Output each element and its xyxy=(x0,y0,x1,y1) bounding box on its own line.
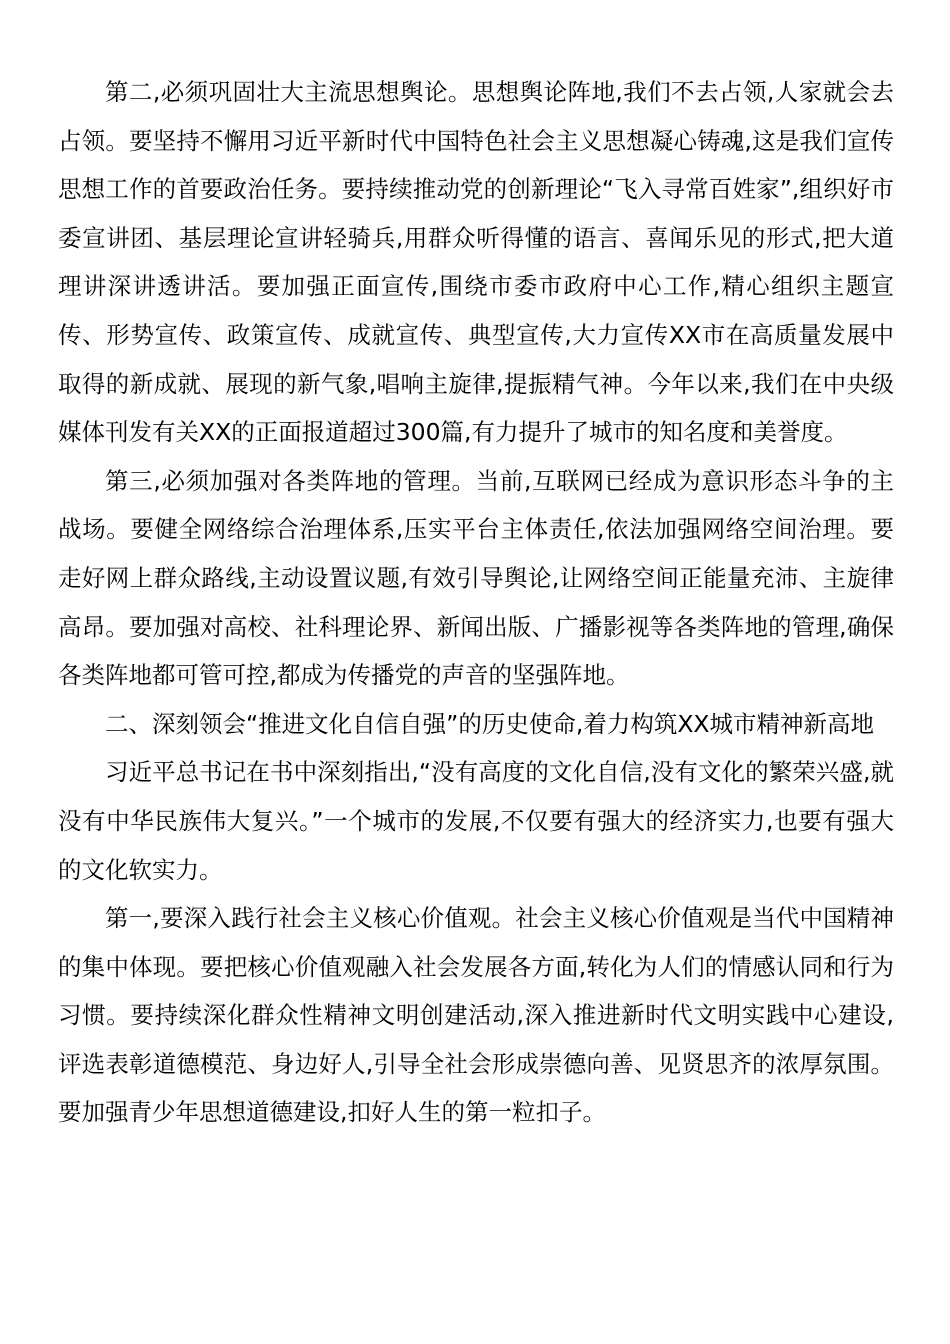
paragraph-first-point: 第一,要深入践行社会主义核心价值观。社会主义核心价值观是当代中国精神的集中体现。要把核心价值观融入社会发展各方面,转化为人们的情感认同和行为习惯。要持续深化群众性精神文明创建活动,深入推进新时代文明实践中心建设,评选表彰道德模范、身边好人,引导全社会形成崇德向善、见贤思齐的浓厚氛围。要加强青少年思想道德建设,扣好人生的第一粒扣子。 xyxy=(58,904,894,1127)
paragraph-third-point: 第三,必须加强对各类阵地的管理。当前,互联网已经成为意识形态斗争的主战场。要健全网络综合治理体系,压实平台主体责任,依法加强网络空间治理。要走好网上群众路线,主动设置议题,有效引导舆论,让网络空间正能量充沛、主旋律高昂。要加强对高校、社科理论界、新闻出版、广播影视等各类阵地的管理,确保各类阵地都可管可控,都成为传播党的声音的坚强阵地。 xyxy=(58,466,894,690)
paragraph-section-intro: 习近平总书记在书中深刻指出,“没有高度的文化自信,没有文化的繁荣兴盛,就没有中华民族伟大复兴。”一个城市的发展,不仅要有强大的经济实力,也要有强大的文化软实力。 xyxy=(58,758,894,884)
section-heading-two: 二、深刻领会“推进文化自信自强”的历史使命,着力构筑XX城市精神新高地 xyxy=(105,709,875,738)
document-body xyxy=(58,68,894,1137)
paragraph-second-point: 第二,必须巩固壮大主流思想舆论。思想舆论阵地,我们不去占领,人家就会去占领。要坚持不懈用习近平新时代中国特色社会主义思想凝心铸魂,这是我们宣传思想工作的首要政治任务。要持续推动党的创新理论“飞入寻常百姓家”,组织好市委宣讲团、基层理论宣讲轻骑兵,用群众听得懂的语言、喜闻乐见的形式,把大道理讲深讲透讲活。要加强正面宣传,围绕市委市政府中心工作,精心组织主题宣传、形势宣传、政策宣传、成就宣传、典型宣传,大力宣传XX市在高质量发展中取得的新成就、展现的新气象,唱响主旋律,提振精气神。今年以来,我们在中央级媒体刊发有关XX的正面报道超过300篇,有力提升了城市的知名度和美誉度。 xyxy=(58,78,894,447)
